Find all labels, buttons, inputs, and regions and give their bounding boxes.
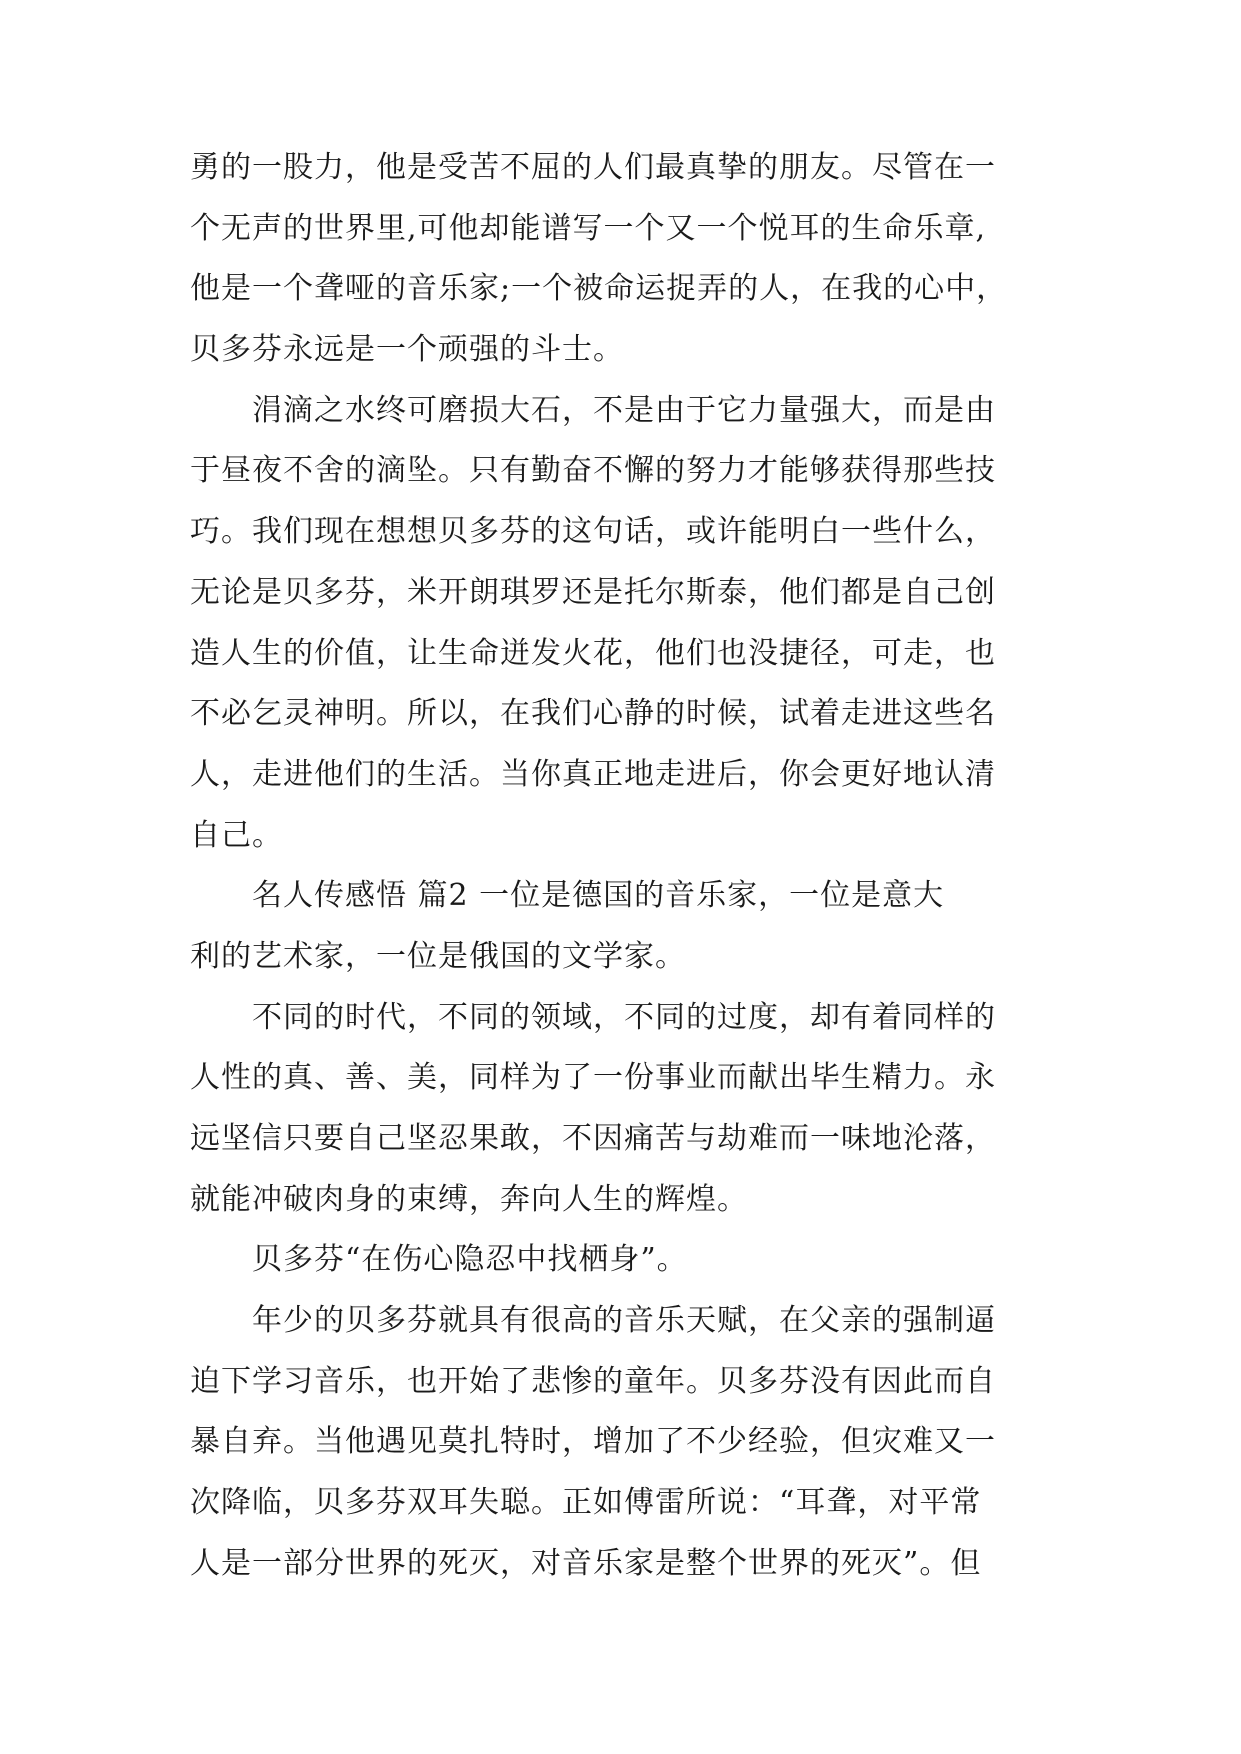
text-line: 自己。 [190,817,283,853]
text-line: 他是一个聋哑的音乐家;一个被命运捉弄的人，在我的心中， [190,271,1008,307]
text-line: 利的艺术家，一位是俄国的文学家。 [190,938,686,974]
text-line: 贝多芬“在伤心隐忍中找栖身”。 [252,1242,688,1278]
text-line: 人性的真、善、美，同样为了一份事业而献出毕生精力。永 [190,1060,996,1096]
text-line: 于昼夜不舍的滴坠。只有勤奋不懈的努力才能够获得那些技 [190,453,996,489]
text-line: 贝多芬永远是一个顽强的斗士。 [190,332,624,368]
text-line: 年少的贝多芬就具有很高的音乐天赋，在父亲的强制逼 [252,1303,996,1339]
text-line: 无论是贝多芬，米开朗琪罗还是托尔斯泰，他们都是自己创 [190,574,996,610]
text-line: 不同的时代，不同的领域，不同的过度，却有着同样的 [252,999,996,1035]
text-line: 造人生的价值，让生命迸发火花，他们也没捷径，可走，也 [190,635,996,671]
text-line: 个无声的世界里,可他却能谱写一个又一个悦耳的生命乐章, [190,210,987,246]
text-line: 勇的一股力，他是受苦不屈的人们最真挚的朋友。尽管在一 [190,150,996,185]
text-line: 暴自弃。当他遇见莫扎特时，增加了不少经验，但灾难又一 [190,1424,996,1460]
text-line: 巧。我们现在想想贝多芬的这句话，或许能明白一些什么， [190,514,996,550]
text-line: 人是一部分世界的死灭，对音乐家是整个世界的死灭”。但 [190,1545,982,1581]
text-line: 人，走进他们的生活。当你真正地走进后，你会更好地认清 [190,756,996,792]
text-line: 涓滴之水终可磨损大石，不是由于它力量强大，而是由 [252,392,996,428]
document-body [190,138,1090,1595]
text-line: 次降临，贝多芬双耳失聪。正如傅雷所说：“耳聋，对平常 [190,1485,982,1521]
text-line: 名人传感悟 篇2 一位是德国的音乐家，一位是意大 [252,878,945,914]
text-line: 就能冲破肉身的束缚，奔向人生的辉煌。 [190,1181,748,1217]
text-line: 不必乞灵神明。所以，在我们心静的时候，试着走进这些名 [190,696,996,732]
text-line: 远坚信只要自己坚忍果敢，不因痛苦与劫难而一味地沦落， [190,1121,996,1156]
text-line: 迫下学习音乐，也开始了悲惨的童年。贝多芬没有因此而自 [190,1363,996,1399]
